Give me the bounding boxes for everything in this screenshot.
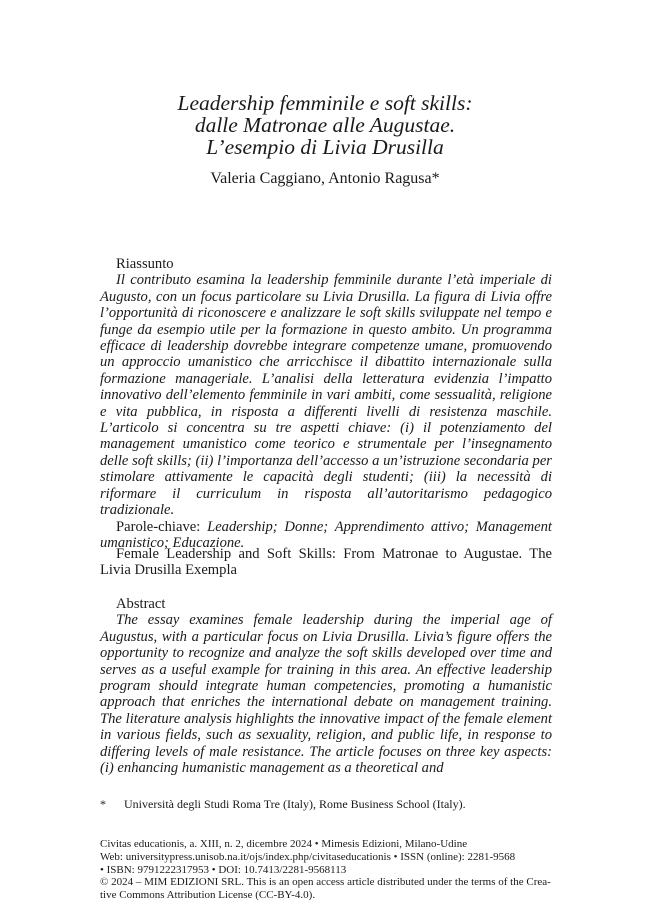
summary-heading: Riassunto xyxy=(116,256,174,272)
footnote-mark: * xyxy=(100,797,106,811)
title-line: dalle Matronae alle Augustae. xyxy=(194,113,456,137)
abstract-text: The essay examines female leadership during the imperial age of Augustus, with a particular focus on Livia Drusilla. Livia’s figure offers the opportunity to recognize and analyze the soft skills developed over time and serves as a useful example for training in this area. An effective leadership program should integrate human competencies, promoting a humanistic approach that enriches the international debate on management training. The literature analysis highlights the innovative impact of the female element in various fields, such as sexuality, religion, and public life, in response to differing levels of male resistance. The article focuses on three key aspects: (i) enhancing humanistic management as a theoretical and xyxy=(100,612,552,777)
author-names: Valeria Caggiano, Antonio Ragusa* xyxy=(210,170,440,187)
italian-summary xyxy=(100,256,552,551)
colophon-line: tive Commons Attribution License (CC-BY-4.0). xyxy=(100,889,316,902)
colophon-line: Web: universitypress.unisob.na.it/ojs/index.php/civitaseducationis • ISSN (online): 2281-9568 xyxy=(100,850,516,863)
colophon-line: © 2024 – MIM EDIZIONI SRL. This is an open access article distributed under the terms of the Crea- xyxy=(100,876,551,889)
colophon-line: • ISBN: 9791222317953 • DOI: 10.7413/2281-9568113 xyxy=(100,863,347,876)
abstract-heading: Abstract xyxy=(116,596,166,612)
title-line: Leadership femminile e soft skills: xyxy=(177,91,473,115)
article-title xyxy=(100,92,550,158)
colophon-line: Civitas educationis, a. XIII, n. 2, dicembre 2024 • Mimesis Edizioni, Milano-Udine xyxy=(100,838,468,850)
english-title-block xyxy=(100,546,552,579)
english-title: Female Leadership and Soft Skills: From Matronae to Augustae. The Livia Drusilla Exempla xyxy=(100,546,552,579)
keywords-label: Parole-chiave: xyxy=(116,518,201,535)
english-abstract xyxy=(100,596,552,776)
footnote-text: Università degli Studi Roma Tre (Italy), Rome Business School (Italy). xyxy=(124,797,466,811)
journal-colophon xyxy=(100,838,552,902)
keywords-list: Leadership; Donne; Apprendimento attivo; Management umanistico; Educazione. xyxy=(100,518,552,551)
title-line: L’esempio di Livia Drusilla xyxy=(206,135,444,159)
author-affiliation-footnote xyxy=(100,797,552,812)
summary-text: Il contributo esamina la leadership femminile durante l’età imperiale di Augusto, con un focus particolare su Livia Drusilla. La figura di Livia offre l’opportunità di riconoscere e analizzare le soft skills sviluppate nel tempo e funge da esempio utile per la formazione in questo ambito. Un programma efficace di leadership dovrebbe integrare competenze umane, promuovendo un approccio umanistico che arricchisce il dibattito internazionale sulla formazione manageriale. L’analisi della letteratura evidenzia l’impatto innovativo dell’elemento femminile in vari ambiti, come sessualità, religione e vita pubblica, in risposta a differenti livelli di resistenza maschile. L’articolo si concentra su tre aspetti chiave: (i) il potenziamento del management umanistico come teorico e strumentale per l’insegnamento delle soft skills; (ii) l’importanza dell’accesso a un’istruzione secondaria per stimolare attivamente le capacità degli studenti; (iii) la necessità di riformare il curriculum in risposta all’autoritarismo pedagogico tradizionale. xyxy=(100,272,552,519)
